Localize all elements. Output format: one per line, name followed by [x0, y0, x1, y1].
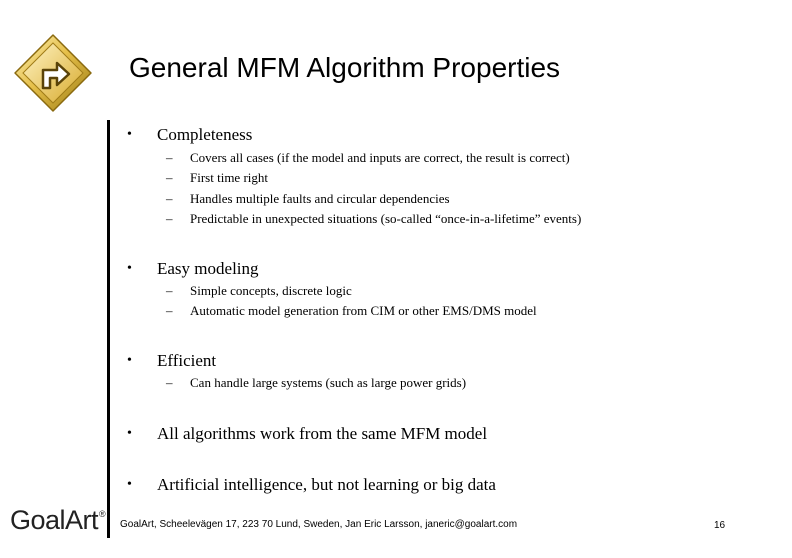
footer-text: GoalArt, Scheelevägen 17, 223 70 Lund, Sweden, Jan Eric Larsson, janeric@goalart.com [120, 519, 518, 530]
dash-icon: – [166, 283, 173, 298]
bullet-icon: • [127, 127, 132, 142]
bullet-ai: Artificial intelligence, but not learning or big data [157, 475, 496, 494]
sub-bullet: First time right [190, 170, 268, 185]
brand-name: GoalArt [10, 505, 99, 535]
dash-icon: – [166, 150, 173, 165]
bullet-easy-modeling: Easy modeling [157, 259, 259, 278]
sub-bullet: Handles multiple faults and circular dependencies [190, 191, 450, 206]
sub-bullet: Can handle large systems (such as large power grids) [190, 375, 467, 390]
dash-icon: – [166, 170, 173, 185]
sub-bullet: Automatic model generation from CIM or other EMS/DMS model [190, 303, 537, 318]
bullet-icon: • [127, 426, 132, 441]
sub-bullet: Simple concepts, discrete logic [190, 283, 352, 298]
bullet-efficient: Efficient [157, 351, 217, 370]
sub-bullet: Predictable in unexpected situations (so-called “once-in-a-lifetime” events) [190, 211, 582, 226]
dash-icon: – [166, 211, 173, 226]
bullet-icon: • [127, 477, 132, 492]
bullet-icon: • [127, 353, 132, 368]
dash-icon: – [166, 375, 173, 390]
bullet-completeness: Completeness [157, 125, 253, 144]
bullet-icon: • [127, 261, 132, 276]
slide-title: General MFM Algorithm Properties [129, 52, 561, 83]
diamond-turn-arrow-sign-icon [12, 32, 94, 114]
sub-bullet: Covers all cases (if the model and inputs are correct, the result is correct) [190, 150, 570, 165]
dash-icon: – [166, 191, 173, 206]
registered-mark: ® [99, 509, 106, 519]
bullet-same-model: All algorithms work from the same MFM model [157, 424, 488, 443]
dash-icon: – [166, 303, 173, 318]
brand-logo [10, 505, 105, 536]
vertical-divider [107, 120, 110, 538]
page-number: 16 [714, 520, 726, 531]
